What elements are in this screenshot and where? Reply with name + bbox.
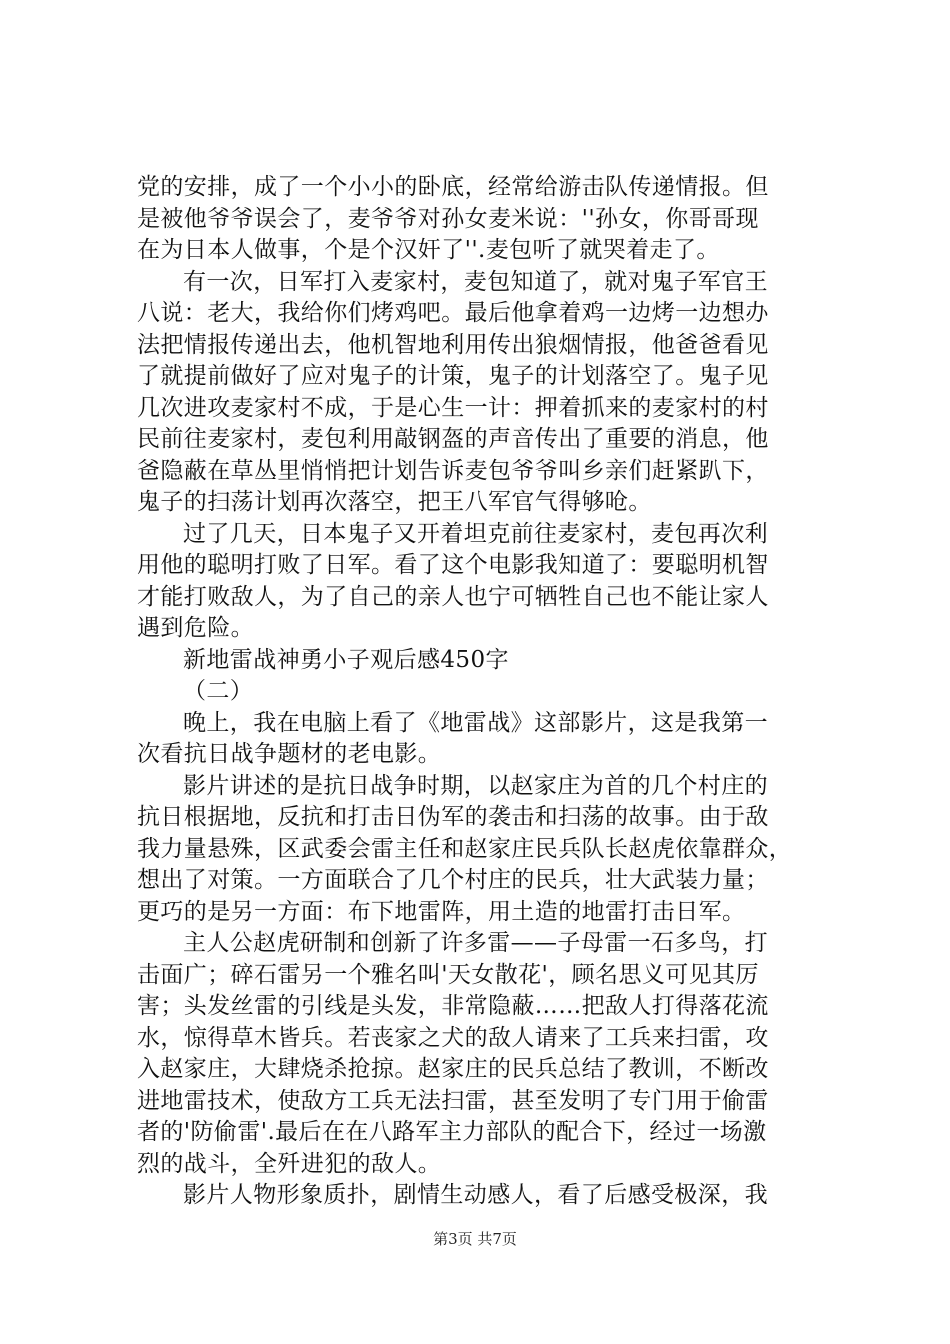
text-line: 几次进攻麦家村不成，于是心生一计：押着抓来的麦家村的村 <box>137 394 769 421</box>
text-line: 有一次，日军打入麦家村，麦包知道了，就对鬼子军官王 <box>183 268 768 295</box>
text-line: 击面广；碎石雷另一个雅名叫'天女散花'，顾名思义可见其厉 <box>137 961 759 988</box>
text-line: 用他的聪明打败了日军。看了这个电影我知道了：要聪明机智 <box>137 552 769 578</box>
text-line: 新地雷战神勇小子观后感450字 <box>183 646 509 673</box>
text-line: 者的'防偷雷'.最后在在八路军主力部队的配合下，经过一场激 <box>137 1119 767 1145</box>
text-line: 是被他爷爷误会了，麦爷爷对孙女麦米说：''孙女，你哥哥现 <box>137 205 759 232</box>
text-line: 更巧的是另一方面：布下地雷阵，用土造的地雷打击日军。 <box>137 898 746 925</box>
text-line: 法把情报传递出去，他机智地利用传出狼烟情报，他爸爸看见 <box>137 331 769 358</box>
text-line: 抗日根据地，反抗和打击日伪军的袭击和扫荡的故事。由于敌 <box>137 804 769 830</box>
text-line: 影片讲述的是抗日战争时期，以赵家庄为首的几个村庄的 <box>183 772 768 799</box>
text-line: 过了几天，日本鬼子又开着坦克前往麦家村，麦包再次利 <box>183 520 768 547</box>
text-line: 水，惊得草木皆兵。若丧家之犬的敌人请来了工兵来扫雷，攻 <box>137 1024 769 1051</box>
text-line: 烈的战斗，全歼进犯的敌人。 <box>137 1150 442 1177</box>
text-line: 民前往麦家村，麦包利用敲钢盔的声音传出了重要的消息，他 <box>137 426 769 452</box>
text-line: 进地雷技术，使敌方工兵无法扫雷，甚至发明了专门用于偷雷 <box>137 1087 769 1114</box>
text-line: 次看抗日战争题材的老电影。 <box>137 741 442 767</box>
text-line: 入赵家庄，大肆烧杀抢掠。赵家庄的民兵总结了教训，不断改 <box>137 1056 769 1082</box>
text-line: 了就提前做好了应对鬼子的计策，鬼子的计划落空了。鬼子见 <box>137 363 769 389</box>
text-line: 在为日本人做事，个是个汉奸了''.麦包听了就哭着走了。 <box>137 237 720 263</box>
document-body <box>137 172 827 1212</box>
text-line: 鬼子的扫荡计划再次落空，把王八军官气得够呛。 <box>137 489 652 515</box>
text-line: （二） <box>183 678 254 704</box>
text-line: 我力量悬殊，区武委会雷主任和赵家庄民兵队长赵虎依靠群众， <box>137 835 793 862</box>
text-line: 党的安排，成了一个小小的卧底，经常给游击队传递情报。但 <box>137 174 769 200</box>
text-line: 影片人物形象质扑，剧情生动感人，看了后感受极深，我 <box>183 1182 768 1208</box>
text-line: 才能打败敌人，为了自己的亲人也宁可牺牲自己也不能让家人 <box>137 583 769 610</box>
text-line: 想出了对策。一方面联合了几个村庄的民兵，壮大武装力量； <box>137 867 769 893</box>
text-line: 遇到危险。 <box>137 615 254 641</box>
text-line: 爸隐蔽在草丛里悄悄把计划告诉麦包爷爷叫乡亲们赶紧趴下， <box>137 457 769 484</box>
text-line: 主人公赵虎研制和创新了许多雷——子母雷一石多鸟，打 <box>183 930 768 956</box>
text-line: 晚上，我在电脑上看了《地雷战》这部影片，这是我第一 <box>183 709 768 736</box>
page-footer: 第3页 共7页 <box>433 1230 517 1248</box>
text-line: 害；头发丝雷的引线是头发，非常隐蔽……把敌人打得落花流 <box>137 993 769 1019</box>
text-line: 八说：老大，我给你们烤鸡吧。最后他拿着鸡一边烤一边想办 <box>137 300 769 326</box>
